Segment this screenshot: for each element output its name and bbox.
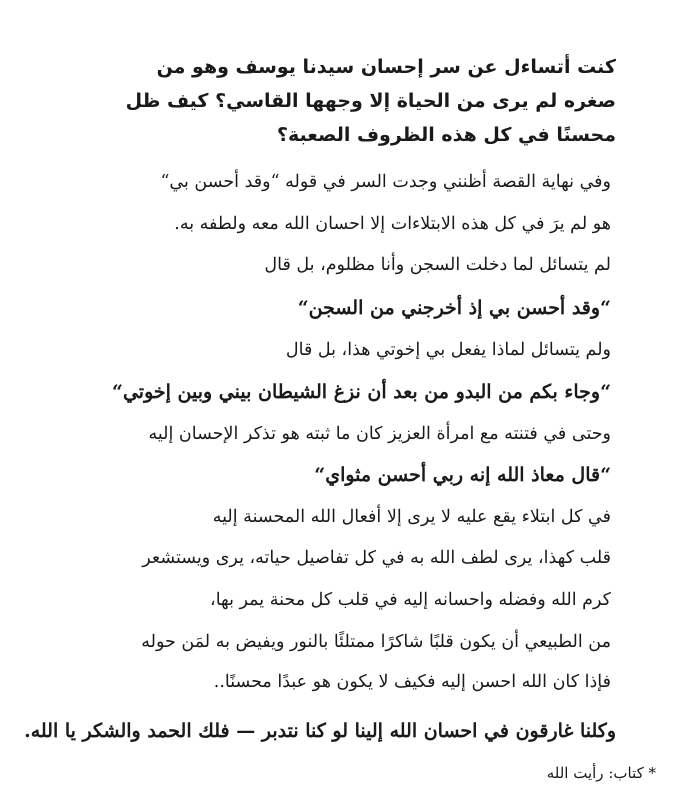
source-note: * كتاب: رأيت الله <box>546 764 656 782</box>
body-line-5: وحتى في فتنته مع امرأة العزيز كان ما ثبته هو تذكر الإحسان إليه <box>148 424 611 444</box>
body-line-1: وفي نهاية القصة أظنني وجدت السر في قوله “وقد أحسن بي“ <box>160 172 611 192</box>
body-line-4: ولم يتسائل لماذا يفعل بي إخوتي هذا، بل قال <box>285 340 611 360</box>
body-line-3: لم يتسائل لما دخلت السجن وأنا مظلوم، بل قال <box>264 255 611 275</box>
quote-line-3: “قال معاذ الله إنه ربي أحسن مثواي“ <box>314 464 611 486</box>
body-line-8: كرم الله وفضله واحسانه إليه في قلب كل محنة يمر بها، <box>210 590 611 610</box>
body-line-6: في كل ابتلاء يقع عليه لا يرى إلا أفعال الله المحسنة إليه <box>212 507 611 527</box>
intro-line-1: كنت أتساءل عن سر إحسان سيدنا يوسف وهو من <box>156 56 616 78</box>
body-line-10: فإذا كان الله احسن إليه فكيف لا يكون هو عبدًا محسنًا.. <box>213 672 611 692</box>
body-line-7: قلب كهذا، يرى لطف الله به في كل تفاصيل حياته، يرى ويستشعر <box>142 548 611 568</box>
quote-line-2: “وجاء بكم من البدو من بعد أن نزغ الشيطان بيني وبين إخوتي“ <box>112 381 611 403</box>
intro-line-3: محسنًا في كل هذه الظروف الصعبة؟ <box>276 124 616 146</box>
body-line-9: من الطبيعي أن يكون قلبًا شاكرًا ممتلئًا بالنور ويفيض به لمَن حوله <box>141 632 611 652</box>
quote-line-1: “وقد أحسن بي إذ أخرجني من السجن“ <box>297 297 611 319</box>
body-line-2: هو لم يرَ في كل هذه الابتلاءات إلا احسان الله معه ولطفه به. <box>174 214 611 234</box>
intro-line-2: صغره لم يرى من الحياة إلا وجهها القاسي؟ كيف ظل <box>125 90 616 112</box>
closing-line: وكلنا غارقون في احسان الله إلينا لو كنا نتدبر — فلك الحمد والشكر يا الله. <box>24 720 616 742</box>
